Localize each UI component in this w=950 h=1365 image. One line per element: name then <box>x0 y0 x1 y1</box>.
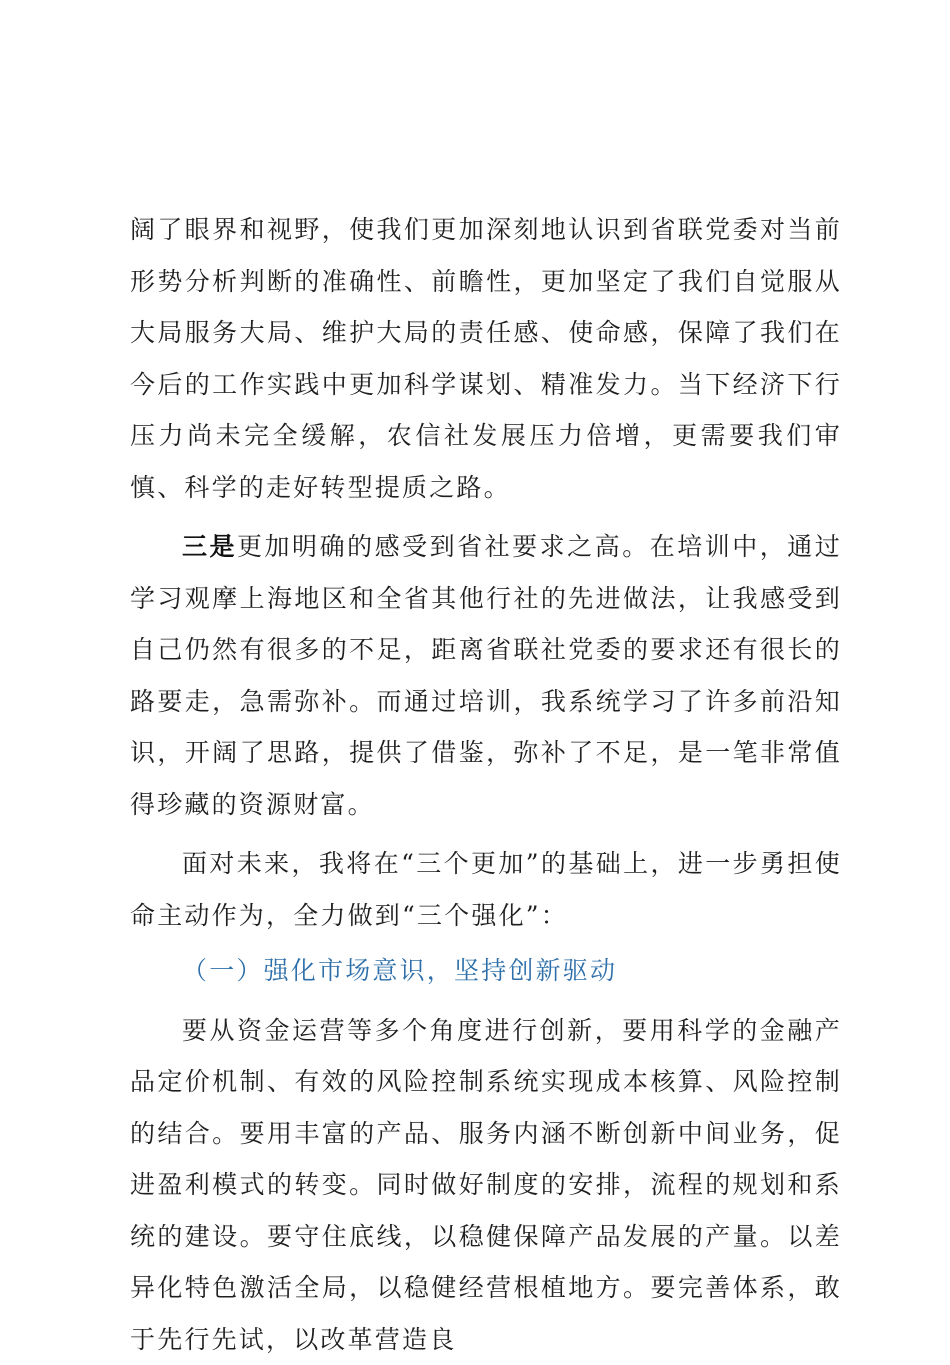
paragraph-text: 阔了眼界和视野，使我们更加深刻地认识到省联党委对当前形势分析判断的准确性、前瞻性，更加坚定了我们自觉服从大局服务大局、维护大局的责任感、使命感，保障了我们在今后的工作实践中更加科学谋划、精准发力。当下经济下行压力尚未完全缓解，农信社发展压力倍增，更需要我们审慎、科学的走好转型提质之路。 <box>130 215 842 502</box>
paragraph-text: 更加明确的感受到省社要求之高。在培训中，通过学习观摩上海地区和全省其他行社的先进做法，让我感受到自己仍然有很多的不足，距离省联社党委的要求还有很长的路要走，急需弥补。而通过培训，我系统学习了许多前沿知识，开阔了思路，提供了借鉴，弥补了不足，是一笔非常值得珍藏的资源财富。 <box>130 532 842 819</box>
document-page <box>130 204 842 1365</box>
paragraph-lead: 三是 <box>182 532 237 561</box>
paragraph-future <box>130 838 842 941</box>
section-subheading: （一）强化市场意识，坚持创新驱动 <box>130 945 842 997</box>
paragraph-text: 面对未来，我将在“三个更加”的基础上，进一步勇担使命主动作为，全力做到“三个强化”： <box>130 849 842 930</box>
paragraph-continued <box>130 204 842 513</box>
paragraph-innovation <box>130 1005 842 1365</box>
paragraph-text: 要从资金运营等多个角度进行创新，要用科学的金融产品定价机制、有效的风险控制系统实现成本核算、风险控制的结合。要用丰富的产品、服务内涵不断创新中间业务，促进盈利模式的转变。同时做好制度的安排，流程的规划和系统的建设。要守住底线，以稳健保障产品发展的产量。以差异化特色激活全局，以稳健经营根植地方。要完善体系，敢于先行先试，以改革营造良 <box>130 1016 842 1354</box>
paragraph-point-three <box>130 521 842 830</box>
